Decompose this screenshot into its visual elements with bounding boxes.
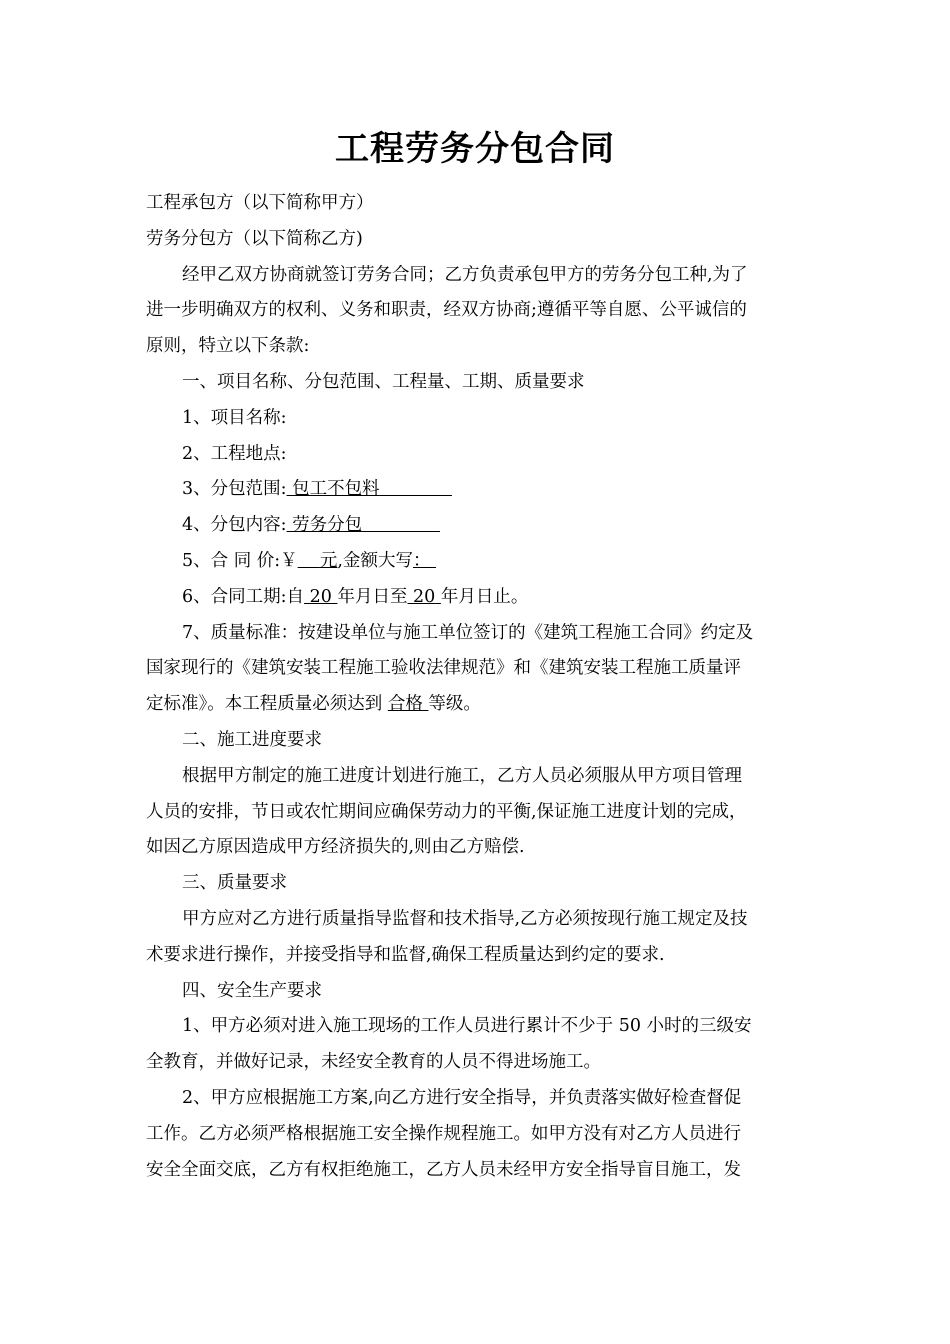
document-title: 工程劳务分包合同 [335,129,615,169]
content-label: 4、分包内容: [182,515,287,536]
item-quality-line-2: 国家现行的《建筑安装工程施工验收法律规范》和《建筑安装工程施工质量评 [146,658,741,679]
end-year: 20 [413,586,436,607]
item-project-name: 1、项目名称: [182,407,287,428]
quality-grade: 合格 [387,694,423,715]
section-2-line-1: 根据甲方制定的施工进度计划进行施工，乙方人员必须服从甲方项目管理 [182,765,742,786]
section-4-item-1-line-1: 1、甲方必须对进入施工现场的工作人员进行累计不少于 50 小时的三级安 [182,1016,752,1037]
party-a-line: 工程承包方（以下简称甲方） [146,193,374,213]
intro-line-1: 经甲乙双方协商就签订劳务合同；乙方负责承包甲方的劳务分包工种,为了 [182,264,748,285]
section-2-line-3: 如因乙方原因造成甲方经济损失的,则由乙方赔偿. [146,837,525,858]
scope-label: 3、分包范围: [182,479,287,500]
content-value: 劳务分包 [286,515,363,536]
scope-value: 包工不包料 [286,479,380,500]
section-4-item-1-line-2: 全教育，并做好记录，未经安全教育的人员不得进场施工。 [146,1052,601,1073]
party-b-line: 劳务分包方（以下简称乙方) [146,228,363,249]
item-subcontract-scope [146,472,808,508]
price-amount-blank: 元 [319,550,338,571]
intro-line-2: 进一步明确双方的权利、义务和职责，经双方协商;遵循平等自愿、公平诚信的 [146,300,747,321]
section-2-line-2: 人员的安排，节日或农忙期间应确保劳动力的平衡,保证施工进度计划的完成， [146,801,747,822]
section-3-heading: 三、质量要求 [182,873,287,894]
item-subcontract-content [146,508,808,544]
price-words-label: ,金额大写 [337,550,413,571]
item-project-location: 2、工程地点: [182,443,287,464]
intro-line-3: 原则，特立以下条款: [146,336,310,357]
price-label: 5、合 同 价:￥ [182,550,298,571]
item-contract-price [146,544,808,580]
section-3-line-2: 术要求进行操作，并接受指导和监督,确保工程质量达到约定的要求. [146,944,665,965]
start-year: 20 [309,586,332,607]
section-4-item-2-line-3: 安全全面交底，乙方有权拒绝施工，乙方人员未经甲方安全指导盲目施工，发 [146,1159,741,1180]
section-4-item-2-line-1: 2、甲方应根据施工方案,向乙方进行安全指导，并负责落实做好检查督促 [182,1087,742,1108]
section-4-item-2-line-2: 工作。乙方必须严格根据施工安全操作规程施工。如甲方没有对乙方人员进行 [146,1123,741,1144]
price-words-blank: ： [412,550,431,571]
section-2-heading: 二、施工进度要求 [182,729,322,750]
item-quality-line-3: 定标准》。本工程质量必须达到 合格 等级。 [146,694,481,715]
item-contract-period: 6、合同工期:自 20 年月日至 20 年月日止。 [182,586,529,607]
item-quality-line-1: 7、质量标准：按建设单位与施工单位签订的《建筑工程施工合同》约定及 [182,622,754,643]
section-1-heading: 一、项目名称、分包范围、工程量、工期、质量要求 [182,371,585,392]
section-4-heading: 四、安全生产要求 [182,980,322,1001]
section-3-line-1: 甲方应对乙方进行质量指导监督和技术指导,乙方必须按现行施工规定及技 [182,908,748,929]
document-body [146,186,808,1188]
